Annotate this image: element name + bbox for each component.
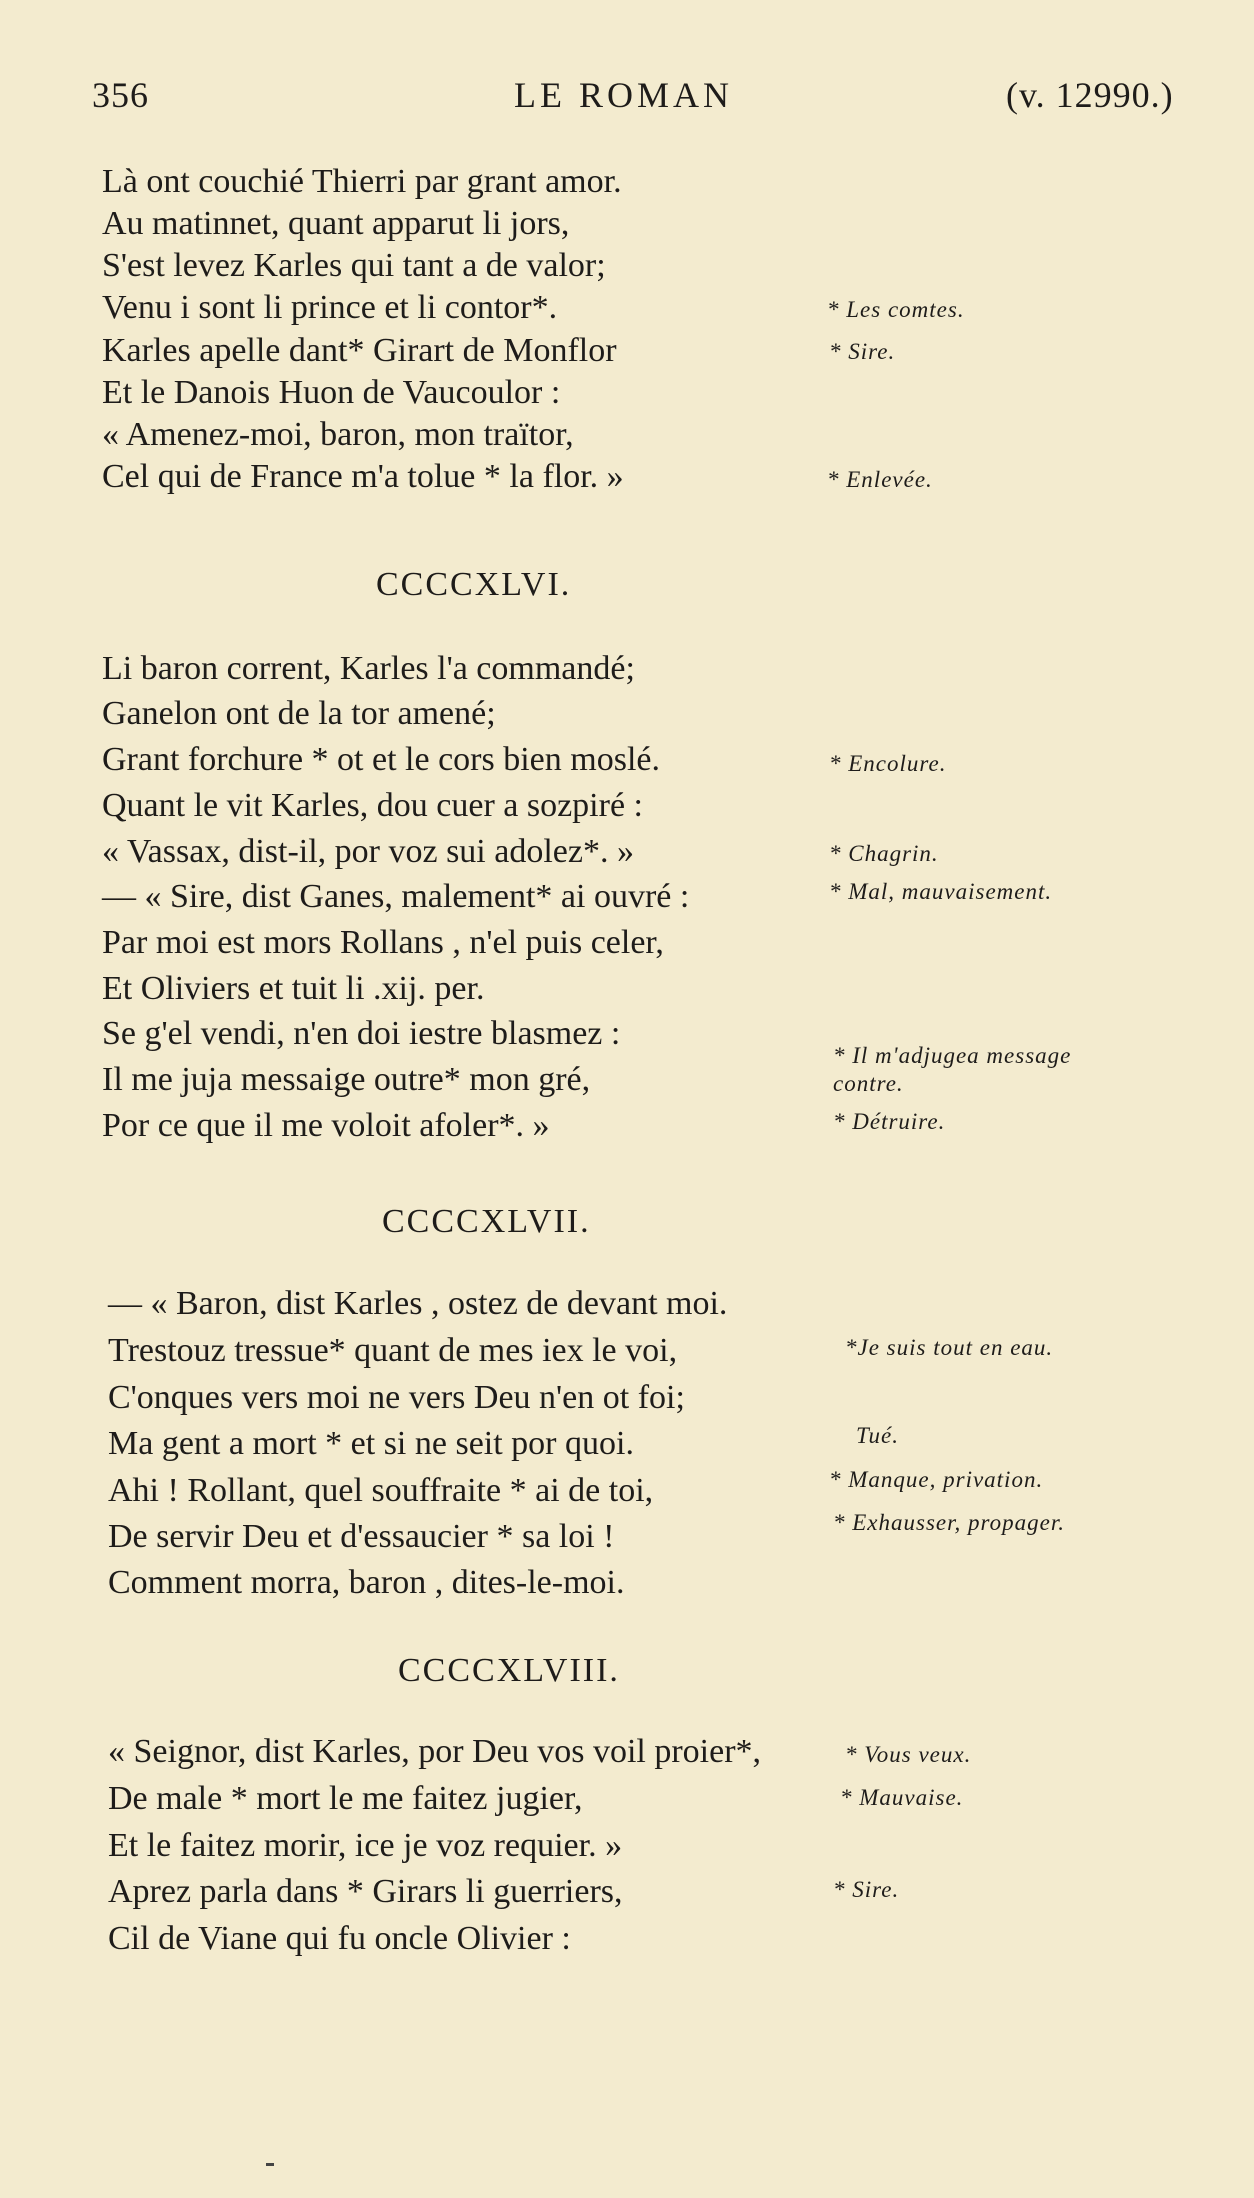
verse-line: Por ce que il me voloit afoler*. »: [102, 1107, 550, 1144]
margin-note: * Détruire.: [833, 1109, 946, 1134]
verse-line: Comment morra, baron , dites-le-moi.: [108, 1564, 625, 1601]
margin-note: * Sire.: [833, 1877, 900, 1902]
running-title: LE ROMAN: [514, 75, 733, 115]
verse-reference: (v. 12990.): [1006, 75, 1174, 115]
verse-line: Quant le vit Karles, dou cuer a sozpiré :: [102, 787, 643, 824]
verse-line: Au matinnet, quant apparut li jors,: [102, 205, 570, 242]
verse-line: Karles apelle dant* Girart de Monflor: [102, 332, 617, 369]
verse-line: « Vassax, dist-il, por voz sui adolez*. »: [102, 833, 634, 870]
margin-note: * Vous veux.: [845, 1742, 972, 1767]
verse-line: « Amenez-moi, baron, mon traïtor,: [102, 416, 574, 453]
print-mark: [266, 2163, 274, 2166]
verse-line: Trestouz tressue* quant de mes iex le voi,: [108, 1332, 678, 1369]
margin-note: * Mal, mauvaisement.: [829, 879, 1053, 904]
verse-line: C'onques vers moi ne vers Deu n'en ot foi;: [108, 1379, 685, 1416]
verse-line: Grant forchure * ot et le cors bien moslé.: [102, 741, 660, 778]
verse-line: Ganelon ont de la tor amené;: [102, 695, 496, 732]
margin-note: * Chagrin.: [829, 841, 939, 866]
verse-line: Venu i sont li prince et li contor*.: [102, 289, 558, 326]
stanza-heading: CCCCXLVI.: [376, 566, 572, 603]
margin-note: * Mauvaise.: [840, 1785, 964, 1810]
margin-note: contre.: [833, 1071, 904, 1096]
margin-note: Tué.: [856, 1423, 899, 1448]
page-number: 356: [92, 75, 149, 115]
verse-line: De male * mort le me faitez jugier,: [108, 1780, 583, 1817]
verse-line: Par moi est mors Rollans , n'el puis celer,: [102, 924, 664, 961]
verse-line: Aprez parla dans * Girars li guerriers,: [108, 1873, 623, 1910]
margin-note: * Exhausser, propager.: [833, 1510, 1065, 1535]
verse-line: S'est levez Karles qui tant a de valor;: [102, 247, 606, 284]
verse-line: Cil de Viane qui fu oncle Olivier :: [108, 1920, 571, 1957]
verse-line: Et le faitez morir, ice je voz requier. »: [108, 1827, 623, 1864]
margin-note: * Sire.: [829, 339, 896, 364]
verse-line: Cel qui de France m'a tolue * la flor. »: [102, 458, 624, 495]
verse-line: Ahi ! Rollant, quel souffraite * ai de toi,: [108, 1472, 654, 1509]
verse-line: Se g'el vendi, n'en doi iestre blasmez :: [102, 1015, 621, 1052]
margin-note: *Je suis tout en eau.: [845, 1335, 1054, 1360]
verse-line: De servir Deu et d'essaucier * sa loi !: [108, 1518, 615, 1555]
margin-note: * Il m'adjugea message: [833, 1043, 1072, 1068]
verse-line: — « Sire, dist Ganes, malement* ai ouvré :: [102, 878, 690, 915]
verse-line: Et Oliviers et tuit li .xij. per.: [102, 970, 485, 1007]
verse-line: — « Baron, dist Karles , ostez de devant moi.: [108, 1285, 728, 1322]
verse-line: Li baron corrent, Karles l'a commandé;: [102, 650, 635, 687]
verse-line: « Seignor, dist Karles, por Deu vos voil proier*,: [108, 1733, 762, 1770]
verse-line: Ma gent a mort * et si ne seit por quoi.: [108, 1425, 634, 1462]
margin-note: * Encolure.: [829, 751, 947, 776]
verse-line: Et le Danois Huon de Vaucoulor :: [102, 374, 561, 411]
margin-note: * Enlevée.: [827, 467, 933, 492]
stanza-heading: CCCCXLVIII.: [398, 1652, 620, 1689]
margin-note: * Les comtes.: [827, 297, 965, 322]
verse-line: Là ont couchié Thierri par grant amor.: [102, 163, 622, 200]
stanza-heading: CCCCXLVII.: [382, 1203, 591, 1240]
verse-line: Il me juja messaige outre* mon gré,: [102, 1061, 591, 1098]
margin-note: * Manque, privation.: [829, 1467, 1044, 1492]
